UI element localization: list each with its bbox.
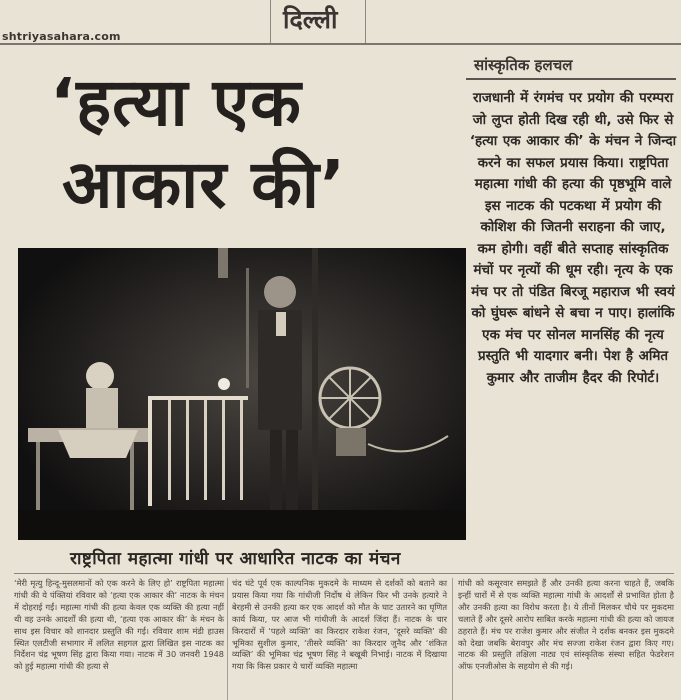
intro-paragraph: राजधानी में रंगमंच पर प्रयोग की परम्परा जो लुप्त होती दिख रही थी, उसे फिर से ‘हत्या एक आकार की’ के मंचन ने जिन्दा करने का सफल प्रयास किया। राष्ट्रपिता महात्मा गांधी की हत्या की पृष्ठभूमि वाले इस नाटक की पटकथा में प्रयोग की कोशिश की जितनी सराहना की जाए, कम होगी। वहीं बीते सप्ताह सांस्कृतिक मंचों पर नृत्यों की धूम रही। नृत्य के एक मंच पर तो पंडित बिरजू महाराज भी स्वयं को घुंघरू बांधने से बचा न पाए। हालांकि एक मंच पर सोनल मानसिंह की नृत्य प्रस्तुति भी यादगार बनी। पेश है अमित कुमार और ताजीम हैदर की रिपोर्ट। [469,91,677,386]
column-divider [452,578,453,700]
article-column-2: चंद घंटे पूर्व एक काल्पनिक मुकदमे के माध्यम से दर्शकों को बताने का प्रयास किया गया कि गांधीजी निर्दोष थे लेकिन फिर भी उनके हत्यारे ने बेरहमी से उनकी हत्या कर एक आदर्श को मौत के घाट उतारने का घृणित कार्य किया, पर आज भी गांधीजी के आदर्श जिंदा हैं। नाटक के चार किरदारों में ‘पहले व्यक्ति’ का किरदार राकेश रंजन, ‘दूसरे व्यक्ति’ की भूमिका सुशील कुमार, ‘तीसरे व्यक्ति’ का किरदार जुनैद और ‘शंकित व्यक्ति’ की भूमिका चंद्र भूषण सिंह ने बखूबी निभाई। नाटक में दिखाया गया कि किस प्रकार ये चारों व्यक्ति महात्मा [232,578,447,672]
kicker-rule [466,78,676,80]
section-title: दिल्ली [283,5,338,34]
stage-scene-image [18,248,466,540]
masthead-divider [270,0,271,44]
sub-headline: राष्ट्रपिता महात्मा गांधी पर आधारित नाटक का मंचन [70,549,401,569]
column-divider [227,578,228,700]
subhead-rule [14,573,674,574]
headline-line-1: ‘हत्या एक [50,64,302,141]
masthead-divider [365,0,366,44]
headline-line-2: आकार की’ [62,146,347,223]
article-column-1: ‘मेरी मृत्यु हिन्दू-मुसलमानों को एक करने के लिए हो’ राष्ट्रपिता महात्मा गांधी की ये पंक्तियां रविवार को ‘हत्या एक आकार की’ नाटक के मंचन में दोहराई गईं। महात्मा गांधी की हत्या केवल एक व्यक्ति की हत्या नहीं थी वह उनके आदर्शों की हत्या थी, ‘हत्या एक आकार की’ के मंचन के साथ इस विचार को शानदार प्रस्तुति की गई। रविवार शाम मंडी हाउस स्थित एलटीजी सभागार में ललित सहगल द्वारा लिखित इस नाटक का निर्देशन चंद्र भूषण सिंह द्वारा किया गया। नाटक में 30 जनवरी 1948 को हुई महात्मा गांधी की हत्या से [14,578,224,672]
headline [50,62,470,226]
stage-performance-photo [18,248,466,540]
site-url: shtriyasahara.com [2,30,121,43]
kicker-label: सांस्कृतिक हलचल [474,56,573,74]
masthead-rule [0,43,681,45]
article-column-3: गांधी को कसूरवार समझते हैं और उनकी हत्या करना चाहते हैं, जबकि इन्हीं चारों में से एक व्यक्ति महात्मा गांधी के आदर्शों से प्रभावित होता है और उनकी हत्या का विरोध करता है। ये तीनों मिलकर चौथे पर मुकदमा चलाते हैं और दूसरे आरोप साबित करके महात्मा गांधी की हत्या को जायज ठहराते हैं। मंच पर राजेश कुमार और संजीत ने दर्शक बनकर इस मुकदमे को देखा जबकि बेरावपुर और मंच सज्जा राकेश रंजन द्वारा किए गए। नाटक की प्रस्तुति तक्षिला नाट्य एवं सांस्कृतिक संस्था सहित फेडरेशन ऑफ एनजीओस के सहयोग से की गई। [458,578,674,672]
